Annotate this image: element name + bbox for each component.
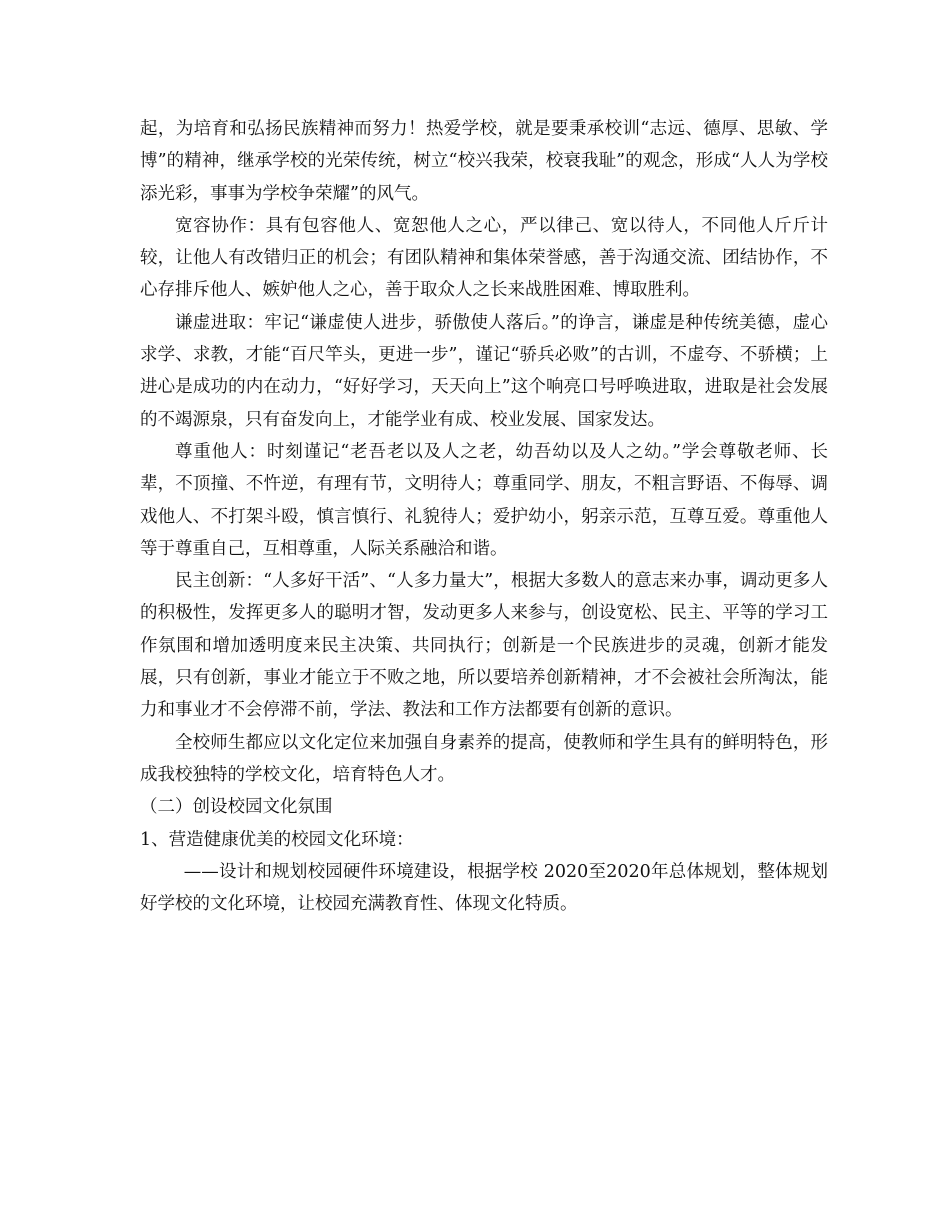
paragraph-democracy-innovation: 民主创新：“人多好干活”、“人多力量大”，根据大多数人的意志来办事，调动更多人的积极性，发挥更多人的聪明才智，发动更多人来参与，创设宽松、民主、平等的学习工作氛围和增加透明度来民主决策、共同执行；创新是一个民族进步的灵魂，创新才能发展，只有创新，事业才能立于不败之地，所以要培养创新精神，才不会被社会所淘汰，能力和事业才不会停滞不前，学法、教法和工作方法都要有创新的意识。	[140, 571, 828, 721]
paragraph-continuation: 起，为培育和弘扬民族精神而努力！热爱学校，就是要秉承校训“志远、德厚、思敏、学博”的精神，继承学校的光荣传统，树立“校兴我荣，校衰我耻”的观念，形成“人人为学校添光彩，事事为学校争荣耀”的风气。	[140, 119, 828, 204]
paragraph-planning: ——设计和规划校园硬件环境建设，根据学校 2020至2020年总体规划，整体规划好学校的文化环境，让校园充满教育性、体现文化特质。	[140, 861, 828, 915]
paragraph-modesty-progress: 谦虚进取：牢记“谦虚使人进步，骄傲使人落后。”的诤言，谦虚是种传统美德，虚心求学、求教，才能“百尺竿头，更进一步”，谨记“骄兵必败”的古训，不虚夸、不骄横；上进心是成功的内在动力，“好好学习，天天向上”这个响亮口号呼唤进取，进取是社会发展的不竭源泉，只有奋发向上，才能学业有成、校业发展、国家发达。	[140, 312, 828, 430]
paragraph-respect-others: 尊重他人：时刻谨记“老吾老以及人之老，幼吾幼以及人之幼。”学会尊敬老师、长辈，不顶撞、不忤逆，有理有节，文明待人；尊重同学、朋友，不粗言野语、不侮辱、调戏他人、不打架斗殴，慎言慎行、礼貌待人；爱护幼小，躬亲示范，互尊互爱。尊重他人等于尊重自己，互相尊重，人际关系融洽和谐。	[140, 441, 828, 559]
paragraph-tolerance-cooperation: 宽容协作：具有包容他人、宽恕他人之心，严以律己、宽以待人，不同他人斤斤计较，让他人有改错归正的机会；有团队精神和集体荣誉感，善于沟通交流、团结协作，不心存排斥他人、嫉妒他人之心，善于取众人之长来战胜困难、博取胜利。	[140, 215, 828, 301]
document-body	[140, 113, 828, 920]
subsection-heading: 1、营造健康优美的校园文化环境：	[140, 829, 414, 850]
paragraph-summary: 全校师生都应以文化定位来加强自身素养的提高，使教师和学生具有的鲜明特色，形成我校独特的学校文化，培育特色人才。	[140, 732, 828, 785]
section-heading: （二）创设校园文化氛围	[140, 797, 333, 818]
